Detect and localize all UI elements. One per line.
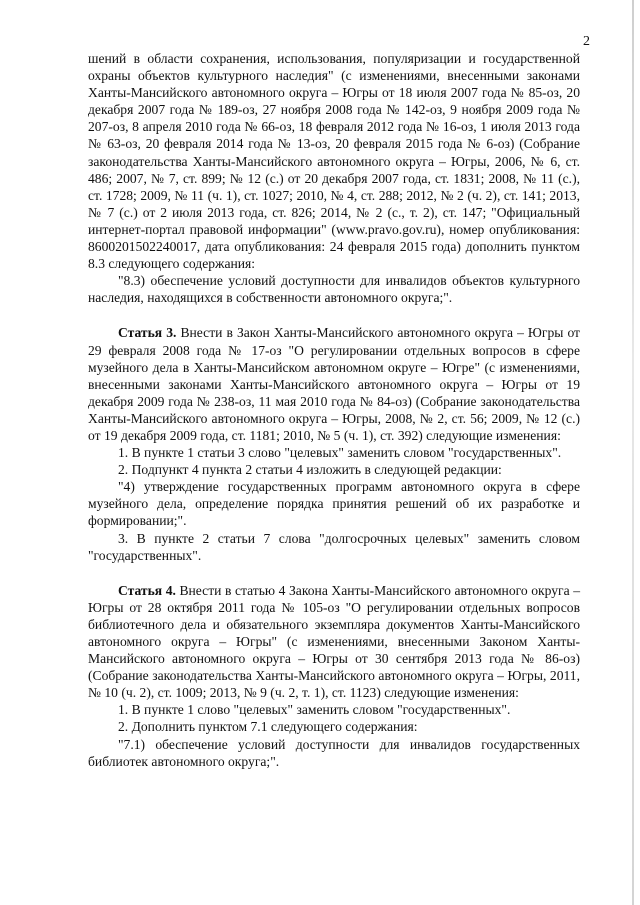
article-3-item-2-quote: "4) утверждение государственных программ автономного округа в сфере музейного дела, определение порядка принятия решений об их разработке и формировании;". — [88, 479, 580, 529]
article-4-label: Статья 4. — [118, 582, 176, 598]
article-3-text: Внести в Закон Ханты-Мансийского автономного округа – Югры от 29 февраля 2008 года № 17-оз "О регулировании отдельных вопросов в сфере музейного дела в Ханты-Мансийском автономном округе – Югре" (с изменениями, внесенными законами Ханты-Мансийского автономного округа – Югры от 19 декабря 2009 года № 238-оз, 11 мая 2010 года № 84-оз) (Собрание законодательства Ханты-Мансийского автономного округа – Югры, 2008, № 2, ст. 56; 2009, № 12 (с.) от 19 декабря 2009 года, ст. 1181; 2010, № 5 (ч. 1), ст. 392) следующие изменения: — [88, 325, 580, 443]
article-4-item-1: 1. В пункте 1 слово "целевых" заменить словом "государственных". — [118, 702, 511, 718]
article-4-item-2: 2. Дополнить пунктом 7.1 следующего содержания: — [118, 719, 418, 735]
article-4-paragraph — [88, 582, 580, 702]
document-body — [88, 50, 580, 770]
article-3-label: Статья 3. — [118, 325, 177, 341]
section-gap — [88, 564, 580, 582]
paragraph-continuation: шений в области сохранения, использования, популяризации и государственной охраны объектов культурного наследия" (с изменениями, внесенными законами Ханты-Мансийского автономного округа – Югры от 18 июля 2007 года № 85-оз, 20 декабря 2007 года № 189-оз, 27 ноября 2008 года № 142-оз, 9 ноября 2009 года № 207-оз, 8 апреля 2010 года № 66-оз, 18 февраля 2012 года № 16-оз, 1 июля 2013 года № 63-оз, 20 февраля 2014 года № 13-оз, 20 февраля 2015 года № 6-оз) (Собрание законодательства Ханты-Мансийского автономного округа – Югры, 2006, № 6, ст. 486; 2007, № 7, ст. 899; № 12 (с.) от 20 декабря 2007 года, ст. 1831; 2008, № 11 (с.), ст. 1728; 2009, № 11 (ч. 1), ст. 1027; 2010, № 4, ст. 288; 2012, № 2 (ч. 2), ст. 141; 2013, № 7 (с.) от 2 июля 2013 года, ст. 826; 2014, № 2 (с., т. 2), ст. 147; "Официальный интернет-портал правовой информации" (www.pravo.gov.ru), номер опубликования: 8600201502240017, дата опубликования: 24 февраля 2015 года) дополнить пунктом 8.3 следующего содержания: — [88, 51, 580, 272]
page-number: 2 — [583, 34, 590, 49]
article-4-text: Внести в статью 4 Закона Ханты-Мансийского автономного округа – Югры от 28 октября 2011 года № 105-оз "О регулировании отдельных вопросов библиотечного дела и обязательного экземпляра документов Ханты-Мансийского автономного округа – Югры" (с изменениями, внесенными Законом Ханты-Мансийского автономного округа – Югры от 30 сентября 2013 года № 86-оз) (Собрание законодательства Ханты-Мансийского автономного округа – Югры, 2011, № 10 (ч. 2), ст. 1009; 2013, № 9 (ч. 2, т. 1), ст. 1123) следующие изменения: — [88, 582, 580, 701]
article-3-item-3: 3. В пункте 2 статьи 7 слова "долгосрочных целевых" заменить словом "государственных". — [88, 530, 580, 563]
section-gap — [88, 306, 580, 324]
paragraph-item-8-3: "8.3) обеспечение условий доступности для инвалидов объектов культурного наследия, находящихся в собственности автономного округа;". — [88, 273, 580, 306]
article-4-item-2-quote: "7.1) обеспечение условий доступности для инвалидов государственных библиотек автономного округа;". — [88, 736, 580, 769]
scan-edge-shadow — [632, 0, 634, 905]
article-3-item-1: 1. В пункте 1 статьи 3 слово "целевых" заменить словом "государственных". — [118, 445, 562, 461]
article-3-paragraph — [88, 324, 580, 444]
article-3-item-2: 2. Подпункт 4 пункта 2 статьи 4 изложить в следующей редакции: — [118, 462, 502, 478]
